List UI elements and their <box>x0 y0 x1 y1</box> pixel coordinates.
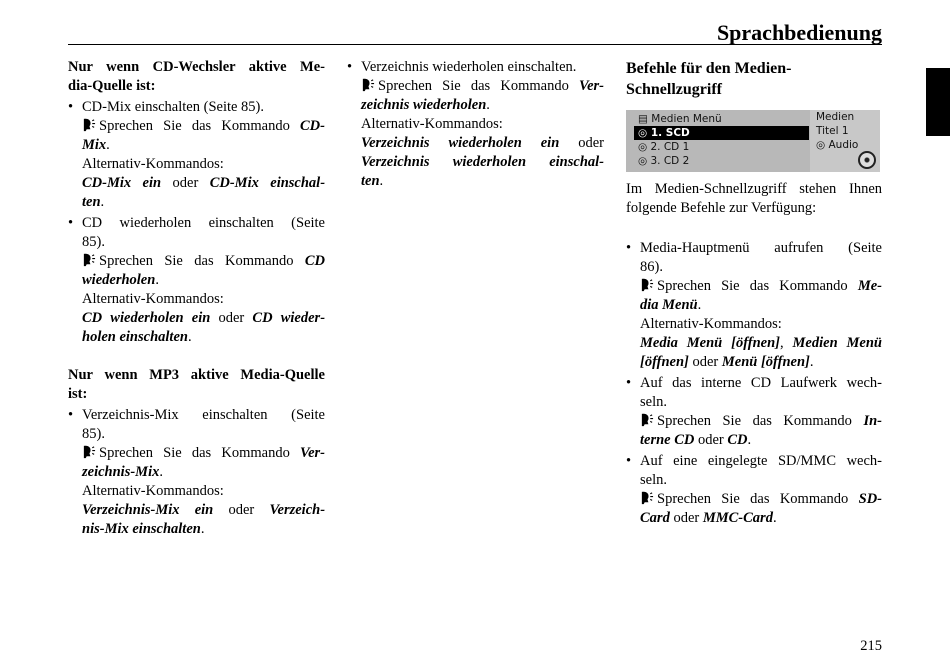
screen-row-cd1: ◎ 2. CD 1 <box>638 141 690 153</box>
list-item-sd-mmc: • Auf eine eingelegte SD/MMC wech- seln. Sprechen Sie das Kommando SD- Card oder MMC-Card. <box>626 452 882 528</box>
page-header-title: Sprachbedienung <box>716 20 882 45</box>
media-menu-screenshot <box>626 110 880 172</box>
speaker-icon <box>640 413 654 427</box>
list-item-media-main-menu: • Media-Hauptmenü aufrufen (Seite 86). Sprechen Sie das Kommando Me- dia Menü. Alternativ-Kommandos: Media Menü [öffnen], Medien Menü [öffnen] oder Menü [öffnen]. <box>626 239 882 372</box>
intro-text: Im Medien-Schnellzugriff stehen Ihnen folgende Befehle zur Verfügung: <box>626 181 882 216</box>
screen-label-medien: Medien <box>816 111 855 123</box>
speaker-icon <box>82 118 96 132</box>
disc-icon <box>858 151 876 169</box>
section-heading-mp3: Nur wenn MP3 aktive Media-Quelle ist: <box>68 367 325 402</box>
list-item-folder-repeat: • Verzeichnis wiederholen einschalten. Sprechen Sie das Kommando Ver- zeichnis wiederholen. Alternativ-Kommandos: Verzeichnis wiederholen ein oder Verzeichnis wiederholen einschal- ten. <box>347 58 604 191</box>
list-item-cd-repeat: • CD wiederholen einschalten (Seite 85). Sprechen Sie das Kommando CD wiederholen. Alternativ-Kommandos: CD wiederholen ein oder CD wieder- holen einschalten. <box>68 214 325 347</box>
column-middle <box>347 58 604 191</box>
speaker-icon <box>640 491 654 505</box>
speaker-icon <box>82 253 96 267</box>
header-rule <box>68 44 882 45</box>
screen-label-title: Titel 1 <box>816 125 849 137</box>
list-item-cd-mix: • CD-Mix einschalten (Seite 85). Sprechen Sie das Kommando CD- Mix. Alternativ-Kommandos: CD-Mix ein oder CD-Mix einschal- ten. <box>68 98 325 212</box>
screen-row-media-menu: ▤ Medien Menü <box>638 113 722 125</box>
screen-row-cd2: ◎ 3. CD 2 <box>638 155 690 167</box>
screen-row-scd: ◎ 1. SCD <box>634 126 809 140</box>
list-item-internal-cd: • Auf das interne CD Laufwerk wech- seln. Sprechen Sie das Kommando In- terne CD oder CD. <box>626 374 882 450</box>
speaker-icon <box>361 78 375 92</box>
section-heading-media-quick-access: Befehle für den Medien- Schnellzugriff <box>626 60 792 98</box>
screen-label-audio: ◎ Audio <box>816 139 859 151</box>
section-heading-cd-changer: Nur wenn CD-Wechsler aktive Me- dia-Quelle ist: <box>68 59 325 94</box>
column-right <box>626 58 882 528</box>
speaker-icon <box>640 278 654 292</box>
list-item-folder-mix: • Verzeichnis-Mix einschalten (Seite 85). Sprechen Sie das Kommando Ver- zeichnis-Mix. Alternativ-Kommandos: Verzeichnis-Mix ein oder Verzeich- nis-Mix einschalten. <box>68 406 325 539</box>
page-number: 215 <box>860 638 882 654</box>
column-left <box>68 58 325 539</box>
speaker-icon <box>82 445 96 459</box>
chapter-side-tab <box>926 68 950 136</box>
